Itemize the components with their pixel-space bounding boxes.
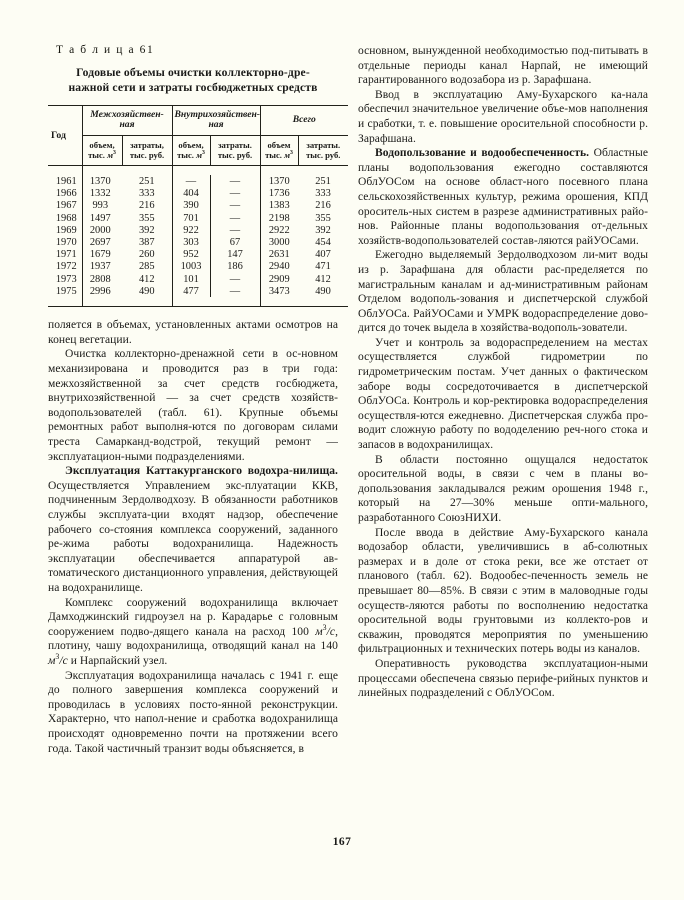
paragraph-right-shortage: В области постоянно ощущался недостаток оросительной воды, в связи с чем в планы во-допользования закладывался режим орошения 1948 г., который на 27—30% меньше опти-мального, разработанного СоюзНИХИ. [358,453,648,524]
unit-m-inline: м [48,654,56,667]
sub-label-line1: объем, [89,140,115,151]
sub-label-line1: затраты, [130,140,164,151]
para-complex-part-a: Комплекс сооружений водохранилища включает Дамходжинский гидроузел на р. Карадарье с головным сооружением подво-дящего канала на расход 100 [48,596,338,638]
cell-interfarm-cost: 392 [138,224,155,236]
cell-onfarm-cost: 186 [210,261,260,273]
paragraph-right-management: Оперативность руководства эксплуатацион-ными процессами обеспечена связью перифе-рийных пунктов и линейных подразделений с ОблУОСом. [358,657,648,700]
unit-m-inline: м [315,625,323,638]
unit-exponent: 3 [290,150,293,157]
cell-onfarm-cost: — [210,175,260,187]
cell-interfarm-cost: 333 [138,188,155,200]
unit-exponent-inline: 3 [322,622,327,632]
col-group-header-onfarm [172,105,260,135]
table-bottom-spacer-row [48,297,348,307]
cell-total-volume: 2631 [260,249,298,261]
cell-total-volume: 3473 [260,285,298,297]
cell-interfarm-volume: 1937 [82,261,122,273]
unit-exponent: 3 [202,150,205,157]
paragraph-right-water-use-text: Областные планы водопользования ежегодно составляются ОблУОСом на основе област-ного посевного плана сельскохозяйственных культур, режима орошения, КПД ороситель-ных систем в разрезе административных райо-нов. Районные планы водопользования от-дельных хозяйств-водопользователей состав-ляются райУОСами. [358,147,648,247]
cell-interfarm-volume: 1679 [82,249,122,261]
table-row [48,285,348,297]
cell-onfarm-cost: — [210,285,260,297]
table-row [48,212,348,224]
cell-onfarm-cost: — [210,224,260,236]
cell-interfarm-cost: 285 [138,261,155,273]
cell-onfarm-cost: — [210,212,260,224]
cell-year: 1971 [55,249,77,261]
group-label-onfarm-line1: Внутрихозяйствен- [174,108,260,120]
sub-label-line2: тыс. руб. [129,150,165,161]
cell-total-cost: 454 [315,236,331,248]
table-row [48,249,348,261]
cell-year: 1975 [55,285,77,297]
unit-per-second-inline: /с [59,654,68,667]
col-group-header-interfarm [82,105,172,135]
cell-total-cost: 412 [315,273,331,285]
table-row [48,175,348,187]
cell-total-cost: 471 [315,261,331,273]
table-spacer-row [48,166,348,176]
cell-onfarm-volume: — [172,175,210,187]
table-body [48,166,348,307]
sub-label-line2: тыс. руб. [306,150,341,161]
table-title-line2: нажной сети и затраты госбюджетных средств [68,80,318,94]
group-label-total: Всего [292,114,316,126]
unit-exponent: 3 [113,150,116,157]
col-header-onfarm-volume [172,136,210,166]
cell-year: 1966 [55,188,77,200]
cell-interfarm-volume: 2000 [82,224,122,236]
paragraph-right-limit: Ежегодно выделяемый Зердолводхозом ли-мит воды из р. Зарафшана для области рас-пределяется по магистральным каналам и ад-министративным районам Отделом водополь-зования и диспетчерской службой ОблУОСа. РайУОСами и УМРК водораспределение дово-дится до точек выдела в хозяйства-водополь-зователи. [358,249,648,335]
cell-onfarm-volume: 922 [172,224,210,236]
cell-onfarm-volume: 1003 [172,261,210,273]
paragraph-right-control: Учет и контроль за водораспределением на местах осуществляется службой гидрометрии по гидрометрическим постам. Учет данных о фактическом заборе воды сосредоточивается в диспетчерской ОблУОСа. Контроль и кор-ректировка водораспределения осуществля-ются ежедневно. Диспетчерская служба про-водит сложную работу по вододелению реч-ного стока и запасов в водохранилищах. [358,336,648,452]
cell-onfarm-volume: 952 [172,249,210,261]
cell-interfarm-cost: 490 [138,285,155,297]
cell-onfarm-cost: 67 [210,236,260,248]
cell-total-cost: 333 [315,188,331,200]
unit-per-second-inline: /с [326,625,336,638]
paragraph-left-continued: поляется в объемах, установленных актами осмотров на конец вегетации. [48,319,338,346]
cell-year: 1969 [55,224,77,236]
table-row [48,236,348,248]
table-row [48,224,348,236]
cell-total-volume: 1370 [260,175,298,187]
paragraph-right-water-use [358,146,648,248]
cell-interfarm-volume: 1370 [82,175,122,187]
cell-interfarm-volume: 2808 [82,273,122,285]
sub-label-line1: затраты. [218,140,252,151]
cell-onfarm-cost: — [210,273,260,285]
table-title [48,66,338,96]
paragraph-left-kattakurgan-text: Осуществляется Управлением экс-плуатации ККВ, подчиненным Зердолводхозу. В обязанности работников службы эксплуата-ции входят надзор, обеспечение рабочего со-стояния комплекса сооружений, заданного ре-жима работы водохранилища. Надежность эксплуатации обеспечивается аппаратурой ав-томатического дистанционного управления, действующей на водохранилище. [48,479,338,594]
sub-label-line1: объем, [178,140,204,151]
sub-label-line2: тыс. [177,150,197,161]
cell-total-volume: 2909 [260,273,298,285]
cell-interfarm-volume: 2996 [82,285,122,297]
table-row [48,261,348,273]
table-label: Т а б л и ц а 61 [56,44,155,56]
heading-run-in-kattakurgan: Эксплуатация Каттакурганского водохра-нилища. [65,465,338,478]
col-header-total-cost [298,136,348,166]
paragraph-left-operation-start: Эксплуатация водохранилища началась с 1941 г. еще до полного завершения комплекса сооружений и проводилась в условиях посто-янной реконструкции. Характерно, что напол-нение и сработка водохранилища происходят одновременно почти на протяжении всего года. Такой частичный транзит воды объясняется, в [48,669,338,755]
cell-total-volume: 2198 [260,212,298,224]
cell-interfarm-volume: 2697 [82,236,122,248]
sub-label-line1: объем [267,140,291,151]
group-label-interfarm-line1: Межхозяйствен- [90,108,164,120]
cell-onfarm-volume: 303 [172,236,210,248]
unit-m: м [284,150,290,161]
table-title-line1: Годовые объемы очистки коллекторно-дре- [76,66,310,79]
cell-onfarm-volume: 701 [172,212,210,224]
page-number: 167 [332,836,352,848]
para-complex-part-c: и Нарпайский узел. [67,654,168,667]
cell-onfarm-cost: — [210,188,260,200]
cell-onfarm-volume: 390 [172,200,210,212]
col-header-onfarm-cost [210,136,260,166]
cell-onfarm-volume: 101 [172,273,210,285]
cell-interfarm-cost: 355 [138,212,155,224]
paragraph-left-cleaning: Очистка коллекторно-дренажной сети в ос-новном механизирована и проводится раз в три года: межхозяйственной за счет средств госбюджета, внутрихозяйственной — за счет средств хозяйств-водопользователей (табл. 61). Крупные объемы ремонтных работ выполня-ются по договорам силами треста Самарканд-водстрой, текущий ремонт — эксплуатацион-ными подразделениями. [48,348,338,463]
cell-total-cost: 355 [315,212,331,224]
table-row [48,200,348,212]
cell-total-volume: 1736 [260,188,298,200]
left-column [48,44,341,834]
cell-year: 1967 [55,200,77,212]
para-complex-part-b: , плотину, чашу водохранилища, отводящий канал на 140 [48,625,338,653]
unit-exponent-inline: 3 [55,652,60,662]
table-row [48,273,348,285]
cell-total-cost: 392 [315,224,331,236]
heading-run-in-water-use: Водопользование и водообеспеченность. [375,147,590,160]
sub-label-line2: тыс. [88,150,108,161]
cell-total-cost: 251 [315,176,331,187]
sub-label-line2: тыс. руб. [217,150,253,161]
paragraph-right-continued: основном, вынужденной необходимостью под-питывать в отдельные периоды канал Нарпай, не имеющий гарантированного водозабора из р. Зарафшана. [358,45,648,87]
cell-total-volume: 2922 [260,224,298,236]
sub-label-line1: затраты. [306,140,341,151]
cell-year: 1973 [55,273,77,285]
unit-m: м [107,150,113,161]
right-column [358,44,648,834]
cell-total-cost: 216 [315,200,331,212]
col-header-interfarm-cost [122,136,172,166]
cell-total-volume: 3000 [260,236,298,248]
paragraph-left-kattakurgan [48,464,338,595]
cell-interfarm-cost: 412 [138,273,155,285]
cell-interfarm-cost: 216 [138,200,155,212]
col-header-year: Год [51,130,66,142]
cell-total-volume: 1383 [260,200,298,212]
cell-year: 1961 [55,176,77,187]
sub-label-line2: тыс. [265,150,285,161]
col-group-header-total [260,105,348,135]
cell-interfarm-volume: 993 [82,200,122,212]
paragraph-left-complex [48,596,338,669]
group-label-onfarm-line2: ная [208,119,224,131]
col-header-total-volume [260,136,298,166]
cell-total-volume: 2940 [260,261,298,273]
table-row [48,188,348,200]
cell-year: 1972 [55,261,77,273]
table-group-header-row [48,105,348,135]
cell-onfarm-cost: — [210,200,260,212]
cell-year: 1968 [55,212,77,224]
cell-interfarm-cost: 387 [138,236,155,248]
cell-interfarm-cost: 260 [138,249,155,261]
two-column-layout [48,44,648,834]
cell-onfarm-volume: 404 [172,188,210,200]
cell-interfarm-volume: 1332 [82,188,122,200]
cell-onfarm-volume: 477 [172,285,210,297]
cell-interfarm-cost: 251 [138,176,155,187]
group-label-interfarm-line2: ная [119,119,135,131]
unit-m: м [196,150,202,161]
paragraph-right-after-canal: После ввода в действие Аму-Бухарского канала водозабор области, увеличившись в аб-солютных размерах и в доле от стока реки, все же отстает от планового (табл. 62). Водообес-печенность земель не превышает 80—85%. В связи с этим в маловодные годы осуществ-ляются работы по восполнению недостатка оросительной воды грунтовыми из коллекто-ров и скважин, проводятся мероприятия по уменьшению фильтрационных и технических потерь воды из каналов. [358,526,648,656]
cell-interfarm-volume: 1497 [82,212,122,224]
cell-year: 1970 [55,236,77,248]
table-subheader-row [48,136,348,166]
table-annual-cleaning-volumes [48,105,348,308]
cell-total-cost: 407 [315,249,331,261]
col-header-interfarm-volume [82,136,122,166]
cell-total-cost: 490 [315,285,331,297]
cell-onfarm-cost: 147 [210,249,260,261]
paragraph-right-amu-bukhara: Ввод в эксплуатацию Аму-Бухарского ка-нала обеспечил значительное увеличение объе-мов наполнения и сработки, т. е. повышение оросительной способности р. Зарафшана. [358,88,648,145]
